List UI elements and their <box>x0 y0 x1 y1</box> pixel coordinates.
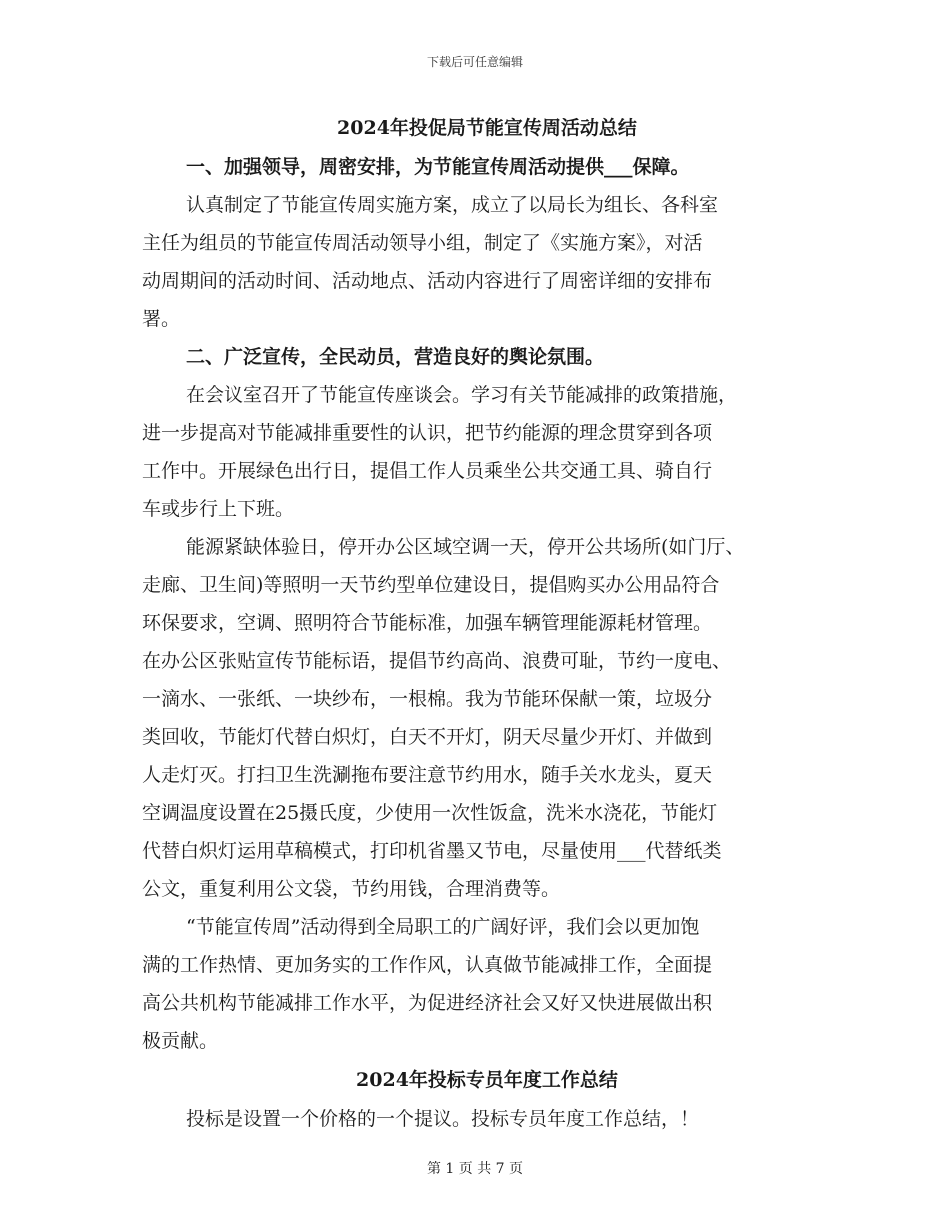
paragraph-line: 空调温度设置在25摄氏度，少使用一次性饭盒，洗米水浇花，节能灯 <box>142 802 718 824</box>
page-footer: 第 1 页 共 7 页 <box>426 1161 524 1177</box>
second-document-paragraph-1 <box>142 1100 832 1138</box>
paragraph-line: 一滴水、一张纸、一块纱布，一根棉。我为节能环保献一策，垃圾分 <box>142 688 713 710</box>
paragraph-line: 满的工作热情、更加务实的工作作风，认真做节能减排工作，全面提 <box>142 954 713 976</box>
paragraph-line: 车或步行上下班。 <box>142 498 295 520</box>
paragraph-line: 投标是设置一个价格的一个提议。投标专员年度工作总结，！ <box>186 1108 700 1130</box>
second-document-title: 2024年投标专员年度工作总结 <box>356 1069 618 1091</box>
paragraph-line: 进一步提高对节能减排重要性的认识，把节约能源的理念贯穿到各项 <box>142 422 713 444</box>
paragraph-line: 主任为组员的节能宣传周活动领导小组，制定了《实施方案》，对活 <box>142 232 703 254</box>
paragraph-line: 走廊、卫生间)等照明一天节约型单位建设日，提倡购买办公用品符合 <box>142 574 720 596</box>
paragraph-line: 极贡献。 <box>142 1030 219 1052</box>
page-header: 下载后可任意编辑 <box>426 55 523 69</box>
section-heading-2: 二、广泛宣传，全民动员，营造良好的舆论氛围。 <box>186 346 605 368</box>
paragraph-line: 公文，重复利用公文袋，节约用钱，合理消费等。 <box>142 878 561 900</box>
paragraph-line: 类回收，节能灯代替白炽灯，白天不开灯，阴天尽量少开灯、并做到 <box>142 726 713 748</box>
paragraph-line: 署。 <box>142 308 181 330</box>
paragraph-line: 在办公区张贴宣传节能标语，提倡节约高尚、浪费可耻，节约一度电、 <box>142 650 732 672</box>
paragraph-3 <box>142 528 832 908</box>
paragraph-line: 认真制定了节能宣传周实施方案，成立了以局长为组长、各科室 <box>186 194 719 216</box>
paragraph-line: 在会议室召开了节能宣传座谈会。学习有关节能减排的政策措施， <box>186 384 738 406</box>
paragraph-line: “节能宣传周”活动得到全局职工的广阔好评，我们会以更加饱 <box>186 916 700 938</box>
paragraph-1 <box>142 186 832 338</box>
paragraph-line: 环保要求，空调、照明符合节能标准，加强车辆管理能源耗材管理。 <box>142 612 713 634</box>
paragraph-4 <box>142 908 832 1060</box>
section-heading-1: 一、加强领导，周密安排，为节能宣传周活动提供___保障。 <box>186 156 690 178</box>
paragraph-line: 动周期间的活动时间、活动地点、活动内容进行了周密详细的安排布 <box>142 270 713 292</box>
paragraph-line: 高公共机构节能减排工作水平，为促进经济社会又好又快进展做出积 <box>142 992 713 1014</box>
paragraph-line: 代替白炽灯运用草稿模式，打印机省墨又节电，尽量使用___代替纸类 <box>142 840 722 862</box>
paragraph-2 <box>142 376 832 528</box>
document-title: 2024年投促局节能宣传周活动总结 <box>337 117 637 139</box>
paragraph-line: 能源紧缺体验日，停开办公区域空调一天，停开公共场所(如门厅、 <box>186 536 745 558</box>
paragraph-line: 工作中。开展绿色出行日，提倡工作人员乘坐公共交通工具、骑自行 <box>142 460 713 482</box>
document-body <box>142 108 832 1138</box>
paragraph-line: 人走灯灭。打扫卫生洗涮拖布要注意节约用水，随手关水龙头，夏天 <box>142 764 713 786</box>
